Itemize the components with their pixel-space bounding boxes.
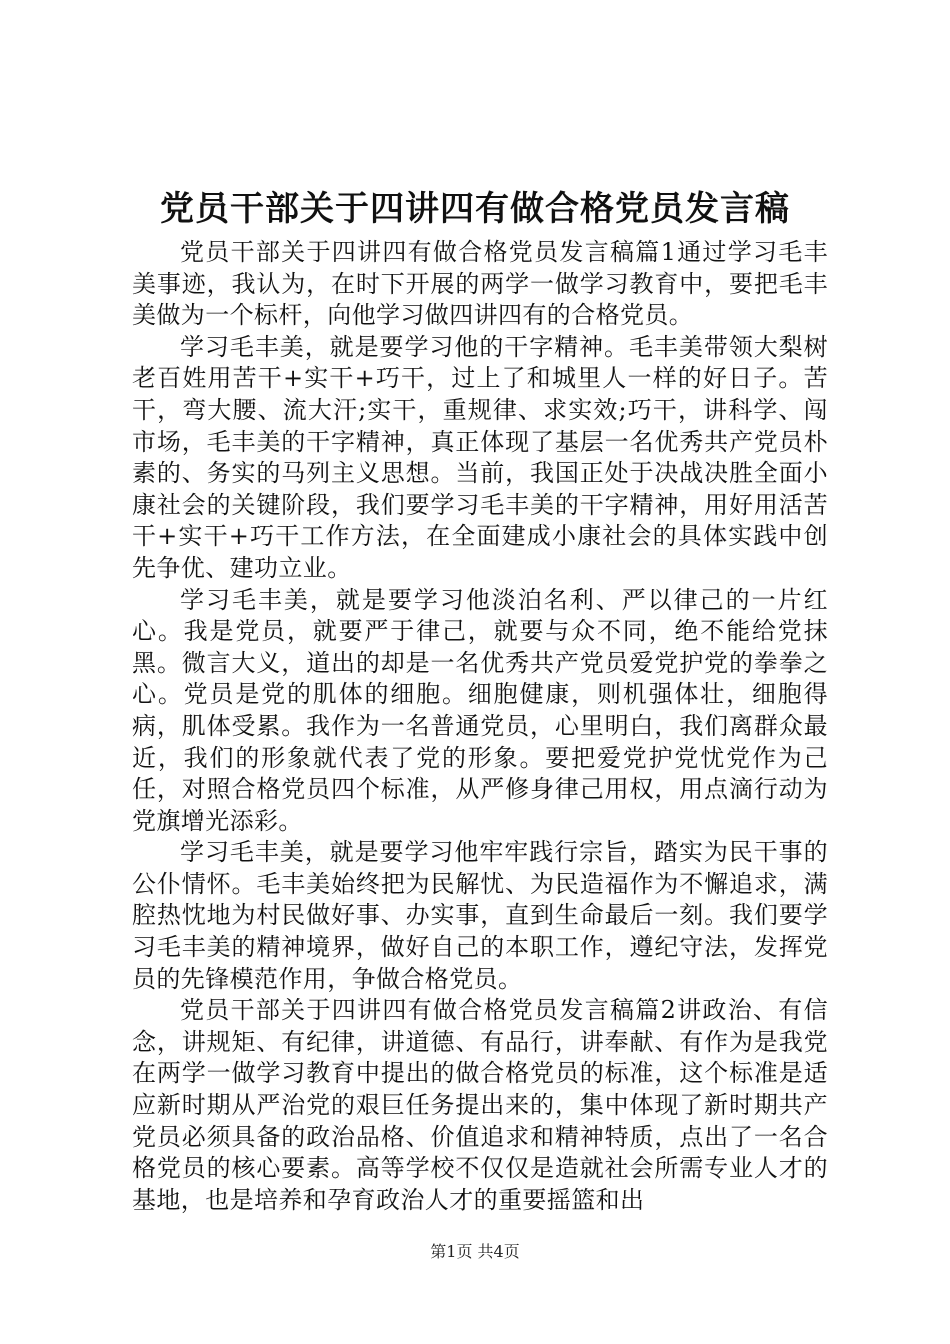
paragraph-1: 党员干部关于四讲四有做合格党员发言稿篇1通过学习毛丰美事迹，我认为，在时下开展的两学一做学习教育中，要把毛丰美做为一个标杆，向他学习做四讲四有的合格党员。 [132, 238, 828, 330]
document-body [132, 237, 828, 1214]
paragraph-4: 学习毛丰美，就是要学习他牢牢践行宗旨，踏实为民干事的公仆情怀。毛丰美始终把为民解忧、为民造福作为不懈追求，满腔热忱地为村民做好事、办实事，直到生命最后一刻。我们要学习毛丰美的精神境界，做好自己的本职工作，遵纪守法，发挥党员的先锋模范作用，争做合格党员。 [132, 838, 828, 993]
paragraph-3: 学习毛丰美，就是要学习他淡泊名利、严以律己的一片红心。我是党员，就要严于律己，就要与众不同，绝不能给党抹黑。微言大义，道出的却是一名优秀共产党员爱党护党的拳拳之心。党员是党的肌体的细胞。细胞健康，则机强体壮，细胞得病，肌体受累。我作为一名普通党员，心里明白，我们离群众最近，我们的形象就代表了党的形象。要把爱党护党忧党作为己任，对照合格党员四个标准，从严修身律己用权，用点滴行动为党旗增光添彩。 [132, 585, 828, 835]
document-title: 党员干部关于四讲四有做合格党员发言稿 [160, 189, 790, 229]
paragraph-5: 党员干部关于四讲四有做合格党员发言稿篇2讲政治、有信念，讲规矩、有纪律，讲道德、有品行，讲奉献、有作为是我党在两学一做学习教育中提出的做合格党员的标准，这个标准是适应新时期从严治党的艰巨任务提出来的，集中体现了新时期共产党员必须具备的政治品格、价值追求和精神特质，点出了一名合格党员的核心要素。高等学校不仅仅是造就社会所需专业人才的基地，也是培养和孕育政治人才的重要摇篮和出 [132, 996, 828, 1214]
paragraph-2: 学习毛丰美，就是要学习他的干字精神。毛丰美带领大梨树老百姓用苦干+实干+巧干，过上了和城里人一样的好日子。苦干，弯大腰、流大汗;实干，重规律、求实效;巧干，讲科学、闯市场，毛丰美的干字精神，真正体现了基层一名优秀共产党员朴素的、务实的马列主义思想。当前，我国正处于决战决胜全面小康社会的关键阶段，我们要学习毛丰美的干字精神，用好用活苦干+实干+巧干工作方法，在全面建成小康社会的具体实践中创先争优、建功立业。 [132, 332, 828, 582]
page-number-footer: 第1页 共4页 [430, 1242, 520, 1261]
